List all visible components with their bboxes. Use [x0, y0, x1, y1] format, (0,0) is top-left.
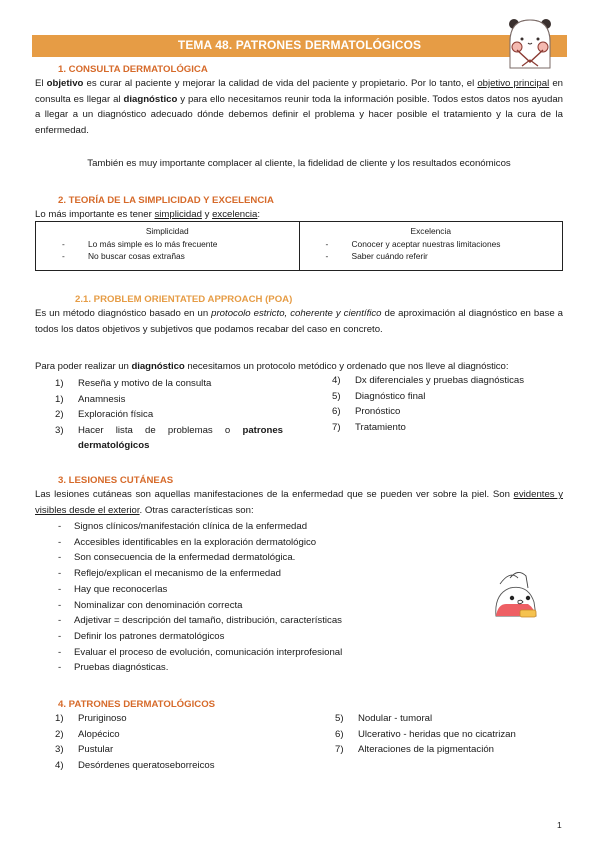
panda-sticker-image [500, 12, 560, 70]
table-item: - Saber cuándo referir [325, 251, 428, 261]
cartoon-sticker-image [488, 568, 546, 624]
section1-note: También es muy importante complacer al cliente, la fidelidad de cliente y los resultados económicos [87, 158, 511, 169]
list-item: 7) Tratamiento [332, 421, 406, 433]
table-item: - No buscar cosas extrañas [62, 251, 185, 261]
column-title: Simplicidad [145, 226, 189, 236]
poa-protocol-intro: Para poder realizar un diagnóstico necesitamos un protocolo metódico y ordenado que nos lleve al diagnóstico: [35, 361, 509, 372]
patrones-list-left [55, 711, 295, 773]
section-heading-lesiones: 3. LESIONES CUTÁNEAS [58, 475, 174, 486]
page-number: 1 [557, 820, 562, 830]
list-item: 4) Dx diferenciales y pruebas diagnósticas [332, 375, 525, 386]
list-item: 4) Desórdenes queratoseborreicos [55, 759, 215, 771]
section-heading-simplicidad: 2. TEORÍA DE LA SIMPLICIDAD Y EXCELENCIA [58, 195, 274, 206]
list-item: 5) Nodular - tumoral [335, 713, 433, 724]
list-item: 3) Pustular [55, 744, 114, 755]
page-title-band [32, 35, 567, 57]
table-item: - Lo más simple es lo más frecuente [62, 239, 218, 249]
lesiones-paragraph: Las lesiones cutáneas son aquellas manifestaciones de la enfermedad que se pueden ver sobre la piel. Son evidentes y visibles desde el exterior. Otras características son: [35, 489, 564, 516]
list-item: 1) Pruriginoso [55, 713, 127, 724]
poa-paragraph: Es un método diagnóstico basado en un protocolo estricto, coherente y científico de aproximación al diagnóstico en base a todos los datos objetivos y subjetivos que podamos recabar del caso en concreto. [35, 308, 563, 335]
column-title: Excelencia [410, 226, 451, 236]
list-item: 3) Hacer lista de problemas o patrones dermatológicos [55, 424, 283, 451]
list-item: 1) Reseña y motivo de la consulta [55, 378, 212, 389]
poa-steps-left [55, 376, 283, 454]
list-item: - Hay que reconocerlas [58, 583, 168, 595]
list-item: 1) Anamnesis [55, 393, 126, 405]
poa-steps-right [332, 373, 562, 435]
simplicity-excellence-table [35, 221, 563, 271]
lesiones-characteristics-list [58, 519, 342, 676]
page-title: TEMA 48. PATRONES DERMATOLÓGICOS [177, 38, 422, 53]
list-item: - Son consecuencia de la enfermedad dermatológica. [58, 552, 296, 564]
list-item: - Accesibles identificables en la exploración dermatológico [58, 536, 317, 548]
list-item: - Pruebas diagnósticas. [58, 662, 169, 674]
table-item: - Conocer y aceptar nuestras limitaciones [325, 239, 501, 249]
section1-paragraph: El objetivo es curar al paciente y mejorar la calidad de vida del paciente y propietario. Por lo tanto, el objetivo principal en consulta es llegar al diagnóstico y para ello necesitamos reunir toda la información posible. Todos estos datos nos ayudan a llegar a un diagnóstico adecuado dónde debemos definir el problema y hacer posible el tratamiento y la cura de la enfermedad. [35, 78, 563, 136]
section-heading-patrones: 4. PATRONES DERMATOLÓGICOS [58, 699, 216, 710]
list-item: - Reflejo/explican el mecanismo de la enfermedad [58, 568, 281, 580]
section2-intro: Lo más importante es tener simplicidad y excelencia: [35, 209, 261, 220]
section-heading-poa: 2.1. PROBLEM ORIENTATED APPROACH (POA) [75, 294, 293, 305]
section-heading-consulta: 1. CONSULTA DERMATOLÓGICA [58, 64, 208, 75]
list-item: - Adjetivar = descripción del tamaño, distribución, características [58, 615, 342, 627]
list-item: 6) Pronóstico [332, 406, 401, 417]
list-item: - Nominalizar con denominación correcta [58, 599, 243, 611]
list-item: - Evaluar el proceso de evolución, comunicación interprofesional [58, 646, 343, 658]
list-item: - Signos clínicos/manifestación clínica de la enfermedad [58, 521, 308, 533]
list-item: 5) Diagnóstico final [332, 390, 426, 402]
list-item: 7) Alteraciones de la pigmentación [335, 744, 494, 755]
list-item: 2) Alopécico [55, 728, 120, 740]
list-item: - Definir los patrones dermatológicos [58, 630, 225, 642]
patrones-list-right [335, 711, 565, 758]
table-column-excelencia [299, 222, 563, 270]
list-item: 2) Exploración física [55, 409, 154, 420]
list-item: 6) Ulcerativo - heridas que no cicatrizan [335, 728, 516, 740]
table-column-simplicidad [36, 222, 299, 270]
